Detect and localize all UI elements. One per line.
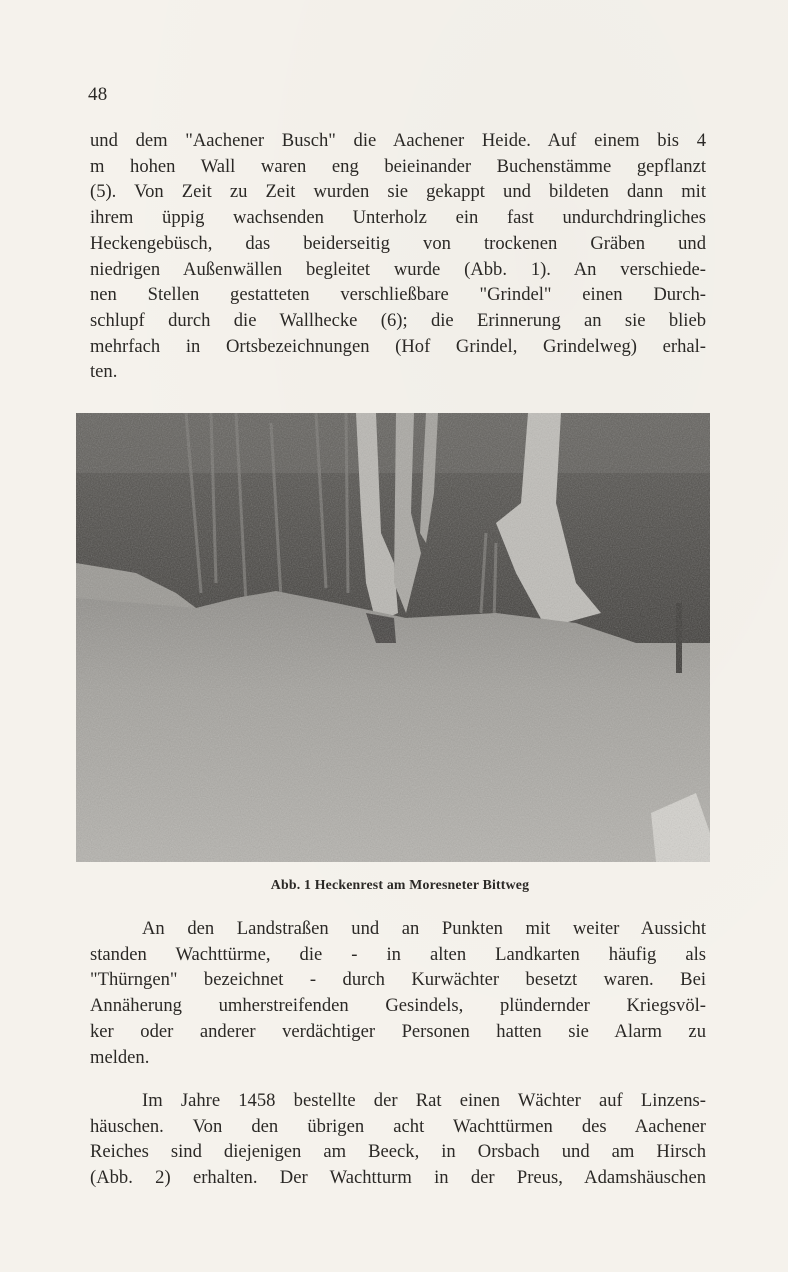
paragraph-2 bbox=[90, 916, 706, 1070]
text-line: standen Wachttürme, die - in alten Landkarten häufig als bbox=[90, 943, 706, 965]
forest-photo-illustration bbox=[76, 413, 710, 862]
text-line: (Abb. 2) erhalten. Der Wachtturm in der Preus, Adamshäuschen bbox=[90, 1167, 706, 1189]
text-line: An den Landstraßen und an Punkten mit weiter Aussicht bbox=[142, 918, 706, 939]
paragraph-3 bbox=[90, 1088, 706, 1191]
text-line: m hohen Wall waren eng beieinander Buchenstämme gepflanzt bbox=[90, 155, 706, 177]
page-number: 48 bbox=[88, 84, 108, 105]
text-line: schlupf durch die Wallhecke (6); die Erinnerung an sie blieb bbox=[90, 309, 706, 331]
text-line: niedrigen Außenwällen begleitet wurde (Abb. 1). An verschiede- bbox=[90, 258, 706, 280]
text-line: Heckengebüsch, das beiderseitig von trockenen Gräben und bbox=[90, 232, 706, 254]
paragraph-1 bbox=[90, 128, 706, 385]
text-line: Annäherung umherstreifenden Gesindels, plündernder Kriegsvöl- bbox=[90, 995, 706, 1017]
text-line: melden. bbox=[90, 1046, 150, 1068]
text-line: ker oder anderer verdächtiger Personen hatten sie Alarm zu bbox=[90, 1020, 706, 1042]
text-line: ihrem üppig wachsenden Unterholz ein fast undurchdringliches bbox=[90, 207, 706, 229]
text-line: (5). Von Zeit zu Zeit wurden sie gekappt und bildeten dann mit bbox=[90, 181, 706, 203]
text-line: nen Stellen gestatteten verschließbare "Grindel" einen Durch- bbox=[90, 284, 706, 306]
text-line: "Thürngen" bezeichnet - durch Kurwächter besetzt waren. Bei bbox=[90, 969, 706, 991]
text-line: mehrfach in Ortsbezeichnungen (Hof Grindel, Grindelweg) erhal- bbox=[90, 335, 706, 357]
text-line: Reiches sind diejenigen am Beeck, in Orsbach und am Hirsch bbox=[90, 1141, 706, 1163]
figure-caption: Abb. 1 Heckenrest am Moresneter Bittweg bbox=[270, 877, 530, 892]
text-line: häuschen. Von den übrigen acht Wachttürmen des Aachener bbox=[90, 1115, 706, 1137]
text-line: Im Jahre 1458 bestellte der Rat einen Wächter auf Linzens- bbox=[142, 1090, 706, 1111]
text-line: ten. bbox=[90, 361, 118, 383]
text-line: und dem "Aachener Busch" die Aachener Heide. Auf einem bis 4 bbox=[90, 130, 706, 151]
figure-photo bbox=[76, 413, 710, 862]
